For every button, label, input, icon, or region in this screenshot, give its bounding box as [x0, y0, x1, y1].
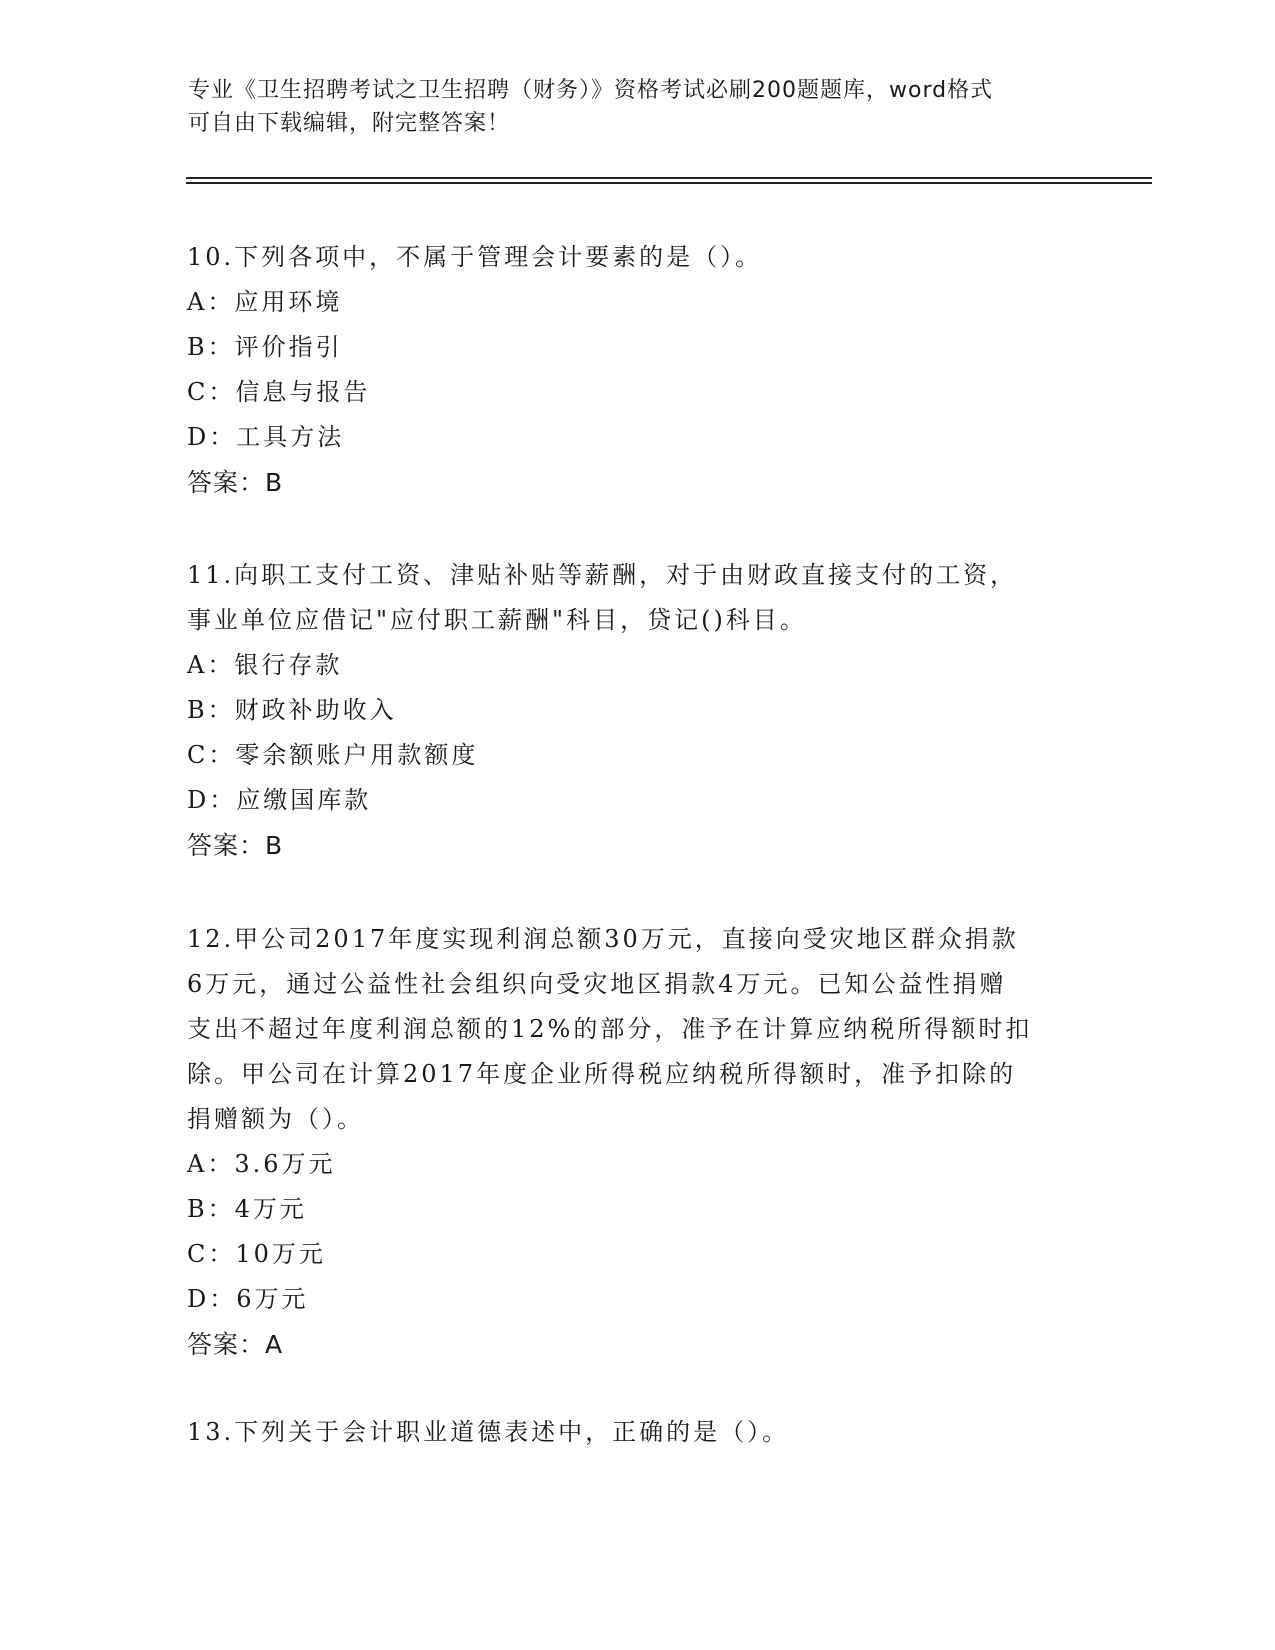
page-header: [188, 74, 1068, 140]
option-d: D：工具方法: [187, 423, 345, 451]
question-stem: 除。甲公司在计算2017年度企业所得税应纳税所得额时，准予扣除的: [187, 1060, 1017, 1088]
question-13: [187, 1410, 1087, 1455]
option-a: A：3.6万元: [187, 1150, 336, 1178]
question-stem: 13.下列关于会计职业道德表述中，正确的是（）。: [187, 1418, 790, 1446]
option-c: C：零余额账户用款额度: [187, 741, 479, 769]
question-stem: 11.向职工支付工资、津贴补贴等薪酬，对于由财政直接支付的工资，: [187, 561, 1018, 589]
option-a: A：应用环境: [187, 288, 343, 316]
answer: 答案：B: [187, 468, 284, 497]
question-stem: 12.甲公司2017年度实现利润总额30万元，直接向受灾地区群众捐款: [187, 925, 1019, 953]
option-a: A：银行存款: [187, 651, 343, 679]
answer: 答案：A: [187, 1330, 284, 1359]
option-c: C：10万元: [187, 1240, 326, 1268]
header-line: 可自由下载编辑，附完整答案！: [188, 111, 511, 136]
question-10: [187, 235, 1087, 505]
question-stem: 支出不超过年度利润总额的12%的部分，准予在计算应纳税所得额时扣: [187, 1015, 1033, 1043]
header-line: 专业《卫生招聘考试之卫生招聘（财务）》资格考试必刷200题题库，word格式: [188, 78, 994, 103]
option-d: D：6万元: [187, 1285, 309, 1313]
option-b: B：4万元: [187, 1195, 307, 1223]
answer: 答案：B: [187, 831, 284, 860]
option-b: B：财政补助收入: [187, 696, 397, 724]
question-stem: 6万元，通过公益性社会组织向受灾地区捐款4万元。已知公益性捐赠: [187, 970, 1007, 998]
option-c: C：信息与报告: [187, 378, 371, 406]
option-b: B：评价指引: [187, 333, 343, 361]
question-stem: 10.下列各项中，不属于管理会计要素的是（）。: [187, 243, 763, 271]
question-11: [187, 553, 1087, 868]
header-divider: [186, 177, 1152, 179]
question-stem: 捐赠额为（）。: [187, 1105, 364, 1133]
option-d: D：应缴国库款: [187, 786, 372, 814]
question-12: [187, 917, 1087, 1367]
header-divider: [186, 182, 1152, 184]
question-stem: 事业单位应借记"应付职工薪酬"科目，贷记()科目。: [187, 606, 807, 634]
